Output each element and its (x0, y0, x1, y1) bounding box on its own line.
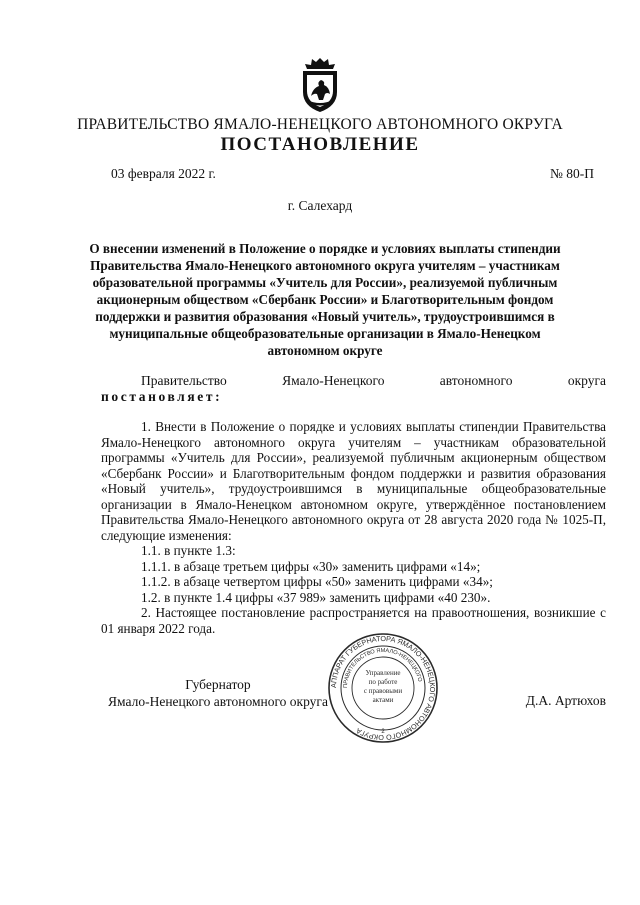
signatory-name: Д.А. Артюхов (525, 693, 606, 708)
stamp-line: актами (372, 696, 394, 704)
preamble-words (101, 373, 606, 389)
paragraph-2: 2. Настоящее постановление распространяется на правоотношения, возникшие с 01 января 2022 года. (101, 605, 606, 636)
stamp-outer-text: АППАРАТ ГУБЕРНАТОРА ЯМАЛО-НЕНЕЦКОГО АВТОНОМНОГО ОКРУГА (328, 633, 438, 743)
signatory-title-line2: Ямало-Ненецкого автономного округа (108, 694, 328, 709)
subpoint-1-1-2: 1.1.2. в абзаце четвертом цифры «50» заменить цифрами «34»; (141, 574, 493, 589)
stamp-line: с правовыми (363, 687, 403, 695)
stamp-line: по работе (368, 678, 398, 686)
stamp-number: 2 (381, 729, 385, 735)
document-type: ПОСТАНОВЛЕНИЕ (220, 134, 420, 155)
coat-of-arms-icon (297, 56, 343, 114)
official-stamp-icon (327, 632, 439, 744)
preamble-word: округа (567, 373, 606, 388)
document-body (101, 419, 606, 636)
document-date: 03 февраля 2022 г. (111, 166, 216, 181)
subpoint-1-1: 1.1. в пункте 1.3: (141, 543, 236, 558)
subpoint-1-1-1: 1.1.1. в абзаце третьем цифры «30» заменить цифрами «14»; (141, 558, 481, 574)
resolves-word: постановляет: (101, 389, 223, 404)
subpoint-1-2: 1.2. в пункте 1.4 цифры «37 989» заменить цифрами «40 230». (141, 589, 491, 605)
signatory-title (108, 676, 328, 710)
stamp-line: Управление (365, 669, 401, 677)
government-name: ПРАВИТЕЛЬСТВО ЯМАЛО-НЕНЕЦКОГО АВТОНОМНОГО ОКРУГА (77, 116, 563, 133)
paragraph-1: 1. Внести в Положение о порядке и условиях выплаты стипендии Правительства Ямало-Ненецкого автономного округа учителям – участникам образовательной программы «Учитель для России», реализуемой публичным акционерным обществом «Сбербанк России» и Благотворительным фондом поддержки и развития образования «Новый учитель», трудоустроившимся в муниципальные общеобразовательные организации в Ямало-Ненецком автономном округе, утверждённое постановлением Правительства Ямало-Ненецкого автономного округа от 28 августа 2020 года № 1025-П, следующие изменения: (101, 419, 606, 543)
preamble (101, 373, 606, 405)
document-city: г. Салехард (287, 198, 353, 213)
preamble-word: автономного (439, 373, 513, 388)
document-title: О внесении изменений в Положение о порядке и условиях выплаты стипендии Правительства Ямало-Ненецкого автономного округа учителям – участникам образовательной программы «Учитель для России», реализуемой публичным акционерным обществом «Сбербанк России» и Благотворительным фондом поддержки и развития образования «Новый учитель», трудоустроившимся в муниципальные общеобразовательные организации в Ямало-Ненецком автономном округе (89, 241, 561, 358)
preamble-word: Правительство (141, 373, 227, 388)
signatory-title-line1: Губернатор (185, 677, 251, 692)
document-number: № 80-П (549, 166, 594, 181)
preamble-word: Ямало-Ненецкого (282, 373, 385, 388)
stamp-inner-text: ПРАВИТЕЛЬСТВО ЯМАЛО-НЕНЕЦКОГО (342, 647, 423, 689)
